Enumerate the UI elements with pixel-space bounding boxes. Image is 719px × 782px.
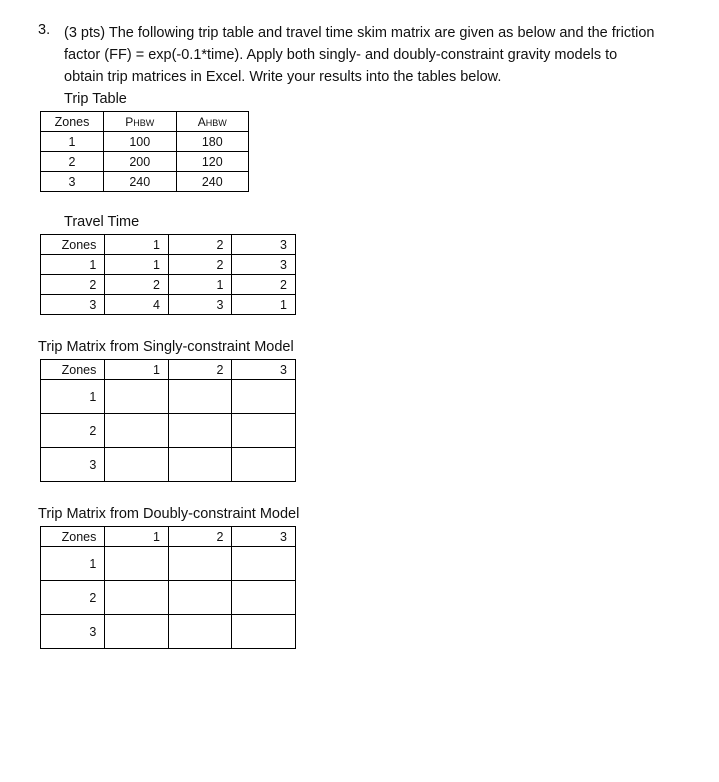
doubly-trip-matrix	[40, 526, 296, 649]
answer-cell[interactable]	[232, 380, 296, 414]
answer-cell[interactable]	[105, 547, 169, 581]
table-header-row	[41, 360, 296, 380]
answer-cell[interactable]	[105, 615, 169, 649]
table-row	[41, 414, 296, 448]
row-label: 3	[41, 295, 105, 315]
travel-time-table	[40, 234, 296, 315]
time-cell: 2	[168, 255, 232, 275]
header-col-1: 1	[105, 235, 169, 255]
header-col-1: 1	[105, 527, 169, 547]
answer-cell[interactable]	[168, 581, 232, 615]
time-cell: 4	[105, 295, 169, 315]
header-col-1: 1	[105, 360, 169, 380]
table-row	[41, 615, 296, 649]
answer-cell[interactable]	[232, 615, 296, 649]
doubly-caption: Trip Matrix from Doubly-constraint Model	[38, 506, 300, 522]
answer-cell[interactable]	[105, 581, 169, 615]
travel-time-caption: Travel Time	[64, 214, 140, 230]
row-label: 3	[41, 448, 105, 482]
table-row	[41, 295, 296, 315]
header-col-3: 3	[232, 527, 296, 547]
answer-cell[interactable]	[168, 414, 232, 448]
production-value: 240	[104, 172, 176, 192]
header-zones: Zones	[41, 235, 105, 255]
table-row	[41, 132, 249, 152]
question-number: 3.	[38, 22, 51, 38]
attraction-value: 240	[176, 172, 249, 192]
table-header-row	[41, 112, 249, 132]
table-row	[41, 380, 296, 414]
time-cell: 2	[105, 275, 169, 295]
header-zones: Zones	[41, 360, 105, 380]
singly-caption: Trip Matrix from Singly-constraint Model	[38, 339, 294, 355]
zone-label: 1	[41, 132, 104, 152]
question-line-2: factor (FF) = exp(-0.1*time). Apply both singly- and doubly-constraint gravity models to	[64, 47, 618, 63]
time-cell: 2	[232, 275, 296, 295]
table-row	[41, 547, 296, 581]
answer-cell[interactable]	[232, 547, 296, 581]
row-label: 1	[41, 255, 105, 275]
question-line-1: (3 pts) The following trip table and travel time skim matrix are given as below and the friction	[64, 25, 655, 41]
header-col-2: 2	[168, 527, 232, 547]
table-row	[41, 275, 296, 295]
row-label: 2	[41, 581, 105, 615]
trip-table-caption: Trip Table	[64, 91, 127, 107]
question-line-3: obtain trip matrices in Excel. Write your results into the tables below.	[64, 69, 502, 85]
header-production: PHBW	[104, 112, 176, 132]
time-cell: 1	[232, 295, 296, 315]
production-value: 200	[104, 152, 176, 172]
answer-cell[interactable]	[168, 547, 232, 581]
answer-cell[interactable]	[168, 380, 232, 414]
trip-table	[40, 111, 249, 192]
time-cell: 3	[232, 255, 296, 275]
answer-cell[interactable]	[168, 448, 232, 482]
answer-cell[interactable]	[232, 448, 296, 482]
table-header-row	[41, 527, 296, 547]
production-value: 100	[104, 132, 176, 152]
row-label: 2	[41, 275, 105, 295]
answer-cell[interactable]	[168, 615, 232, 649]
table-row	[41, 255, 296, 275]
zone-label: 2	[41, 152, 104, 172]
row-label: 1	[41, 380, 105, 414]
header-zones: Zones	[41, 112, 104, 132]
row-label: 3	[41, 615, 105, 649]
table-row	[41, 172, 249, 192]
header-col-2: 2	[168, 235, 232, 255]
time-cell: 1	[105, 255, 169, 275]
answer-cell[interactable]	[232, 414, 296, 448]
attraction-value: 120	[176, 152, 249, 172]
header-col-3: 3	[232, 235, 296, 255]
answer-cell[interactable]	[105, 414, 169, 448]
header-col-3: 3	[232, 360, 296, 380]
answer-cell[interactable]	[105, 448, 169, 482]
singly-trip-matrix	[40, 359, 296, 482]
time-cell: 3	[168, 295, 232, 315]
table-header-row	[41, 235, 296, 255]
answer-cell[interactable]	[105, 380, 169, 414]
attraction-value: 180	[176, 132, 249, 152]
time-cell: 1	[168, 275, 232, 295]
header-attraction: AHBW	[176, 112, 249, 132]
answer-cell[interactable]	[232, 581, 296, 615]
table-row	[41, 448, 296, 482]
table-row	[41, 581, 296, 615]
table-row	[41, 152, 249, 172]
zone-label: 3	[41, 172, 104, 192]
question-text	[64, 22, 676, 88]
header-col-2: 2	[168, 360, 232, 380]
row-label: 1	[41, 547, 105, 581]
row-label: 2	[41, 414, 105, 448]
header-zones: Zones	[41, 527, 105, 547]
